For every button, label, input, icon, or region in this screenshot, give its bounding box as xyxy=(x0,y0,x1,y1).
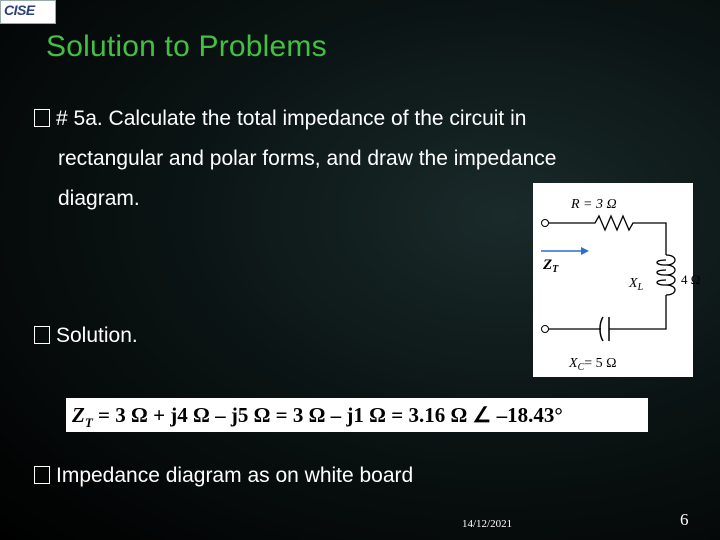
xl-value: 4 Ω xyxy=(681,272,701,287)
zt-label: $Z_T$ xyxy=(543,257,559,275)
bullet-box-icon xyxy=(34,326,50,344)
right-wire xyxy=(609,295,666,329)
bullet-box-icon xyxy=(34,109,50,127)
xc-label: $X_C= 5$ Ω xyxy=(569,356,617,373)
problem-bullet xyxy=(34,108,526,129)
problem-line-2: rectangular and polar forms, and draw the impedance xyxy=(58,147,557,170)
slide-title: Solution to Problems xyxy=(46,30,327,63)
problem-line-1: # 5a. Calculate the total impedance of the circuit in xyxy=(56,107,527,130)
resistor-label: R = 3 Ω xyxy=(571,197,617,212)
logo xyxy=(0,0,56,24)
equation-lhs: Z xyxy=(72,403,85,427)
inductor-coil xyxy=(657,255,675,295)
logo-text: CISE xyxy=(4,2,35,18)
diagram-note-bullet xyxy=(34,465,413,486)
resistor-wire xyxy=(548,216,666,255)
equation-rhs: = 3 Ω + j4 Ω – j5 Ω = 3 Ω – j1 Ω = 3.16 Ω ∠ –18.43° xyxy=(92,403,563,427)
impedance-equation xyxy=(66,398,648,432)
xl-label: $X_L$ xyxy=(629,276,644,293)
equation-lhs-sub: T xyxy=(84,415,93,431)
zt-arrowhead xyxy=(581,247,589,255)
footer-date: 14/12/2021 xyxy=(462,518,513,530)
solution-label: Solution. xyxy=(56,324,138,347)
page-number: 6 xyxy=(680,510,689,529)
bottom-terminal xyxy=(542,326,549,333)
problem-line-3: diagram. xyxy=(58,187,140,210)
circuit-svg xyxy=(533,183,701,377)
bullet-box-icon xyxy=(34,466,50,484)
circuit-diagram xyxy=(533,183,701,377)
diagram-note: Impedance diagram as on white board xyxy=(56,464,414,487)
top-terminal xyxy=(542,220,549,227)
solution-bullet xyxy=(34,325,138,346)
